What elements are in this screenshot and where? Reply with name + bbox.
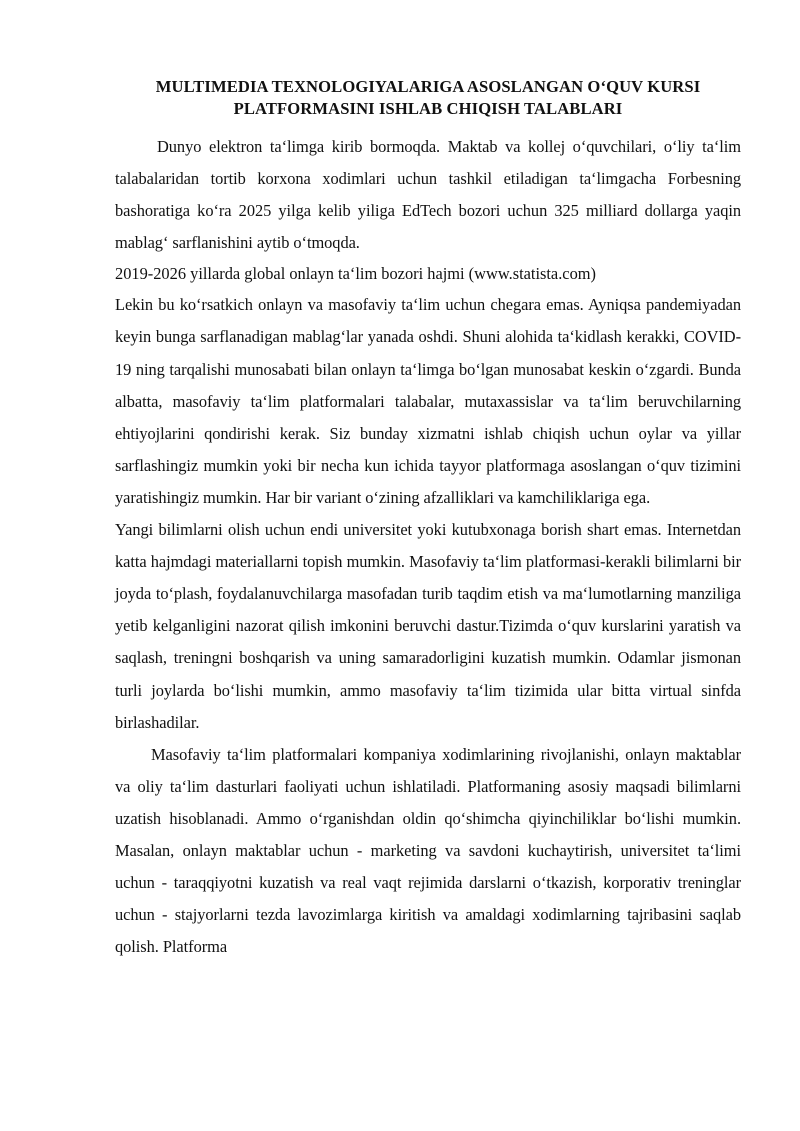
title-line-1: MULTIMEDIA TEXNOLOGIYALARIGA ASOSLANGAN O‘QUV KURSI bbox=[155, 77, 701, 96]
figure-caption: 2019-2026 yillarda global onlayn ta‘lim bozori hajmi (www.statista.com) bbox=[115, 264, 596, 284]
title-line-2: PLATFORMASINI ISHLAB CHIQISH TALABLARI bbox=[233, 99, 623, 118]
document-page bbox=[115, 76, 741, 963]
document-title bbox=[115, 76, 741, 120]
paragraph-limits: Lekin bu ko‘rsatkich onlayn va masofaviy ta‘lim uchun chegara emas. Ayniqsa pandemiyadan keyin bunga sarflanadigan mablag‘lar yanada oshdi. Shuni alohida ta‘kidlash kerakki, COVID-19 ning tarqalishi munosabati bilan onlayn ta‘limga bo‘lgan munosabat keskin o‘zgardi. Bunda albatta, masofaviy ta‘lim platformalari talabalar, mutaxassislar va ta‘lim beruvchilarning ehtiyojlarini qondirishi kerak. Siz bunday xizmatni ishlab chiqish uchun oylar va yillar sarflashingiz mumkin yoki bir necha kun ichida tayyor platformaga asoslangan o‘quv tizimini yaratishingiz mumkin. Har bir variant o‘zining afzalliklari va kamchiliklariga ega. bbox=[115, 295, 741, 507]
paragraph-new-knowledge: Yangi bilimlarni olish uchun endi universitet yoki kutubxonaga borish shart emas. Internetdan katta hajmdagi materiallarni topish mumkin. Masofaviy ta‘lim platformasi-kerakli bilimlarni bir joyda to‘plash, foydalanuvchilarga masofadan turib taqdim etish va ma‘lumotlarning manziliga yetib kelganligini nazorat qilish imkonini beruvchi dastur.Tizimda o‘quv kurslarini yaratish va saqlash, treningni boshqarish va uning samaradorligini kuzatish mumkin. Odamlar jismonan turli joylarda bo‘lishi mumkin, ammo masofaviy ta‘lim tizimida ular bitta virtual sinfda birlashadilar. bbox=[115, 520, 741, 732]
paragraph-platform-usage: Masofaviy ta‘lim platformalari kompaniya xodimlarining rivojlanishi, onlayn maktablar va oliy ta‘lim dasturlari faoliyati uchun ishlatiladi. Platformaning asosiy maqsadi bilimlarni uzatish hisoblanadi. Ammo o‘rganishdan oldin qo‘shimcha qiyinchiliklar bo‘lishi mumkin. Masalan, onlayn maktablar uchun - marketing va savdoni kuchaytirish, universitet ta‘limi uchun - taraqqiyotni kuzatish va real vaqt rejimida darslarni o‘tkazish, korporativ treninglar uchun - stajyorlarni tezda lavozimlarga kiritish va amaldagi xodimlarning tajribasini saqlab qolish. Platforma bbox=[115, 744, 741, 957]
paragraph-intro: Dunyo elektron ta‘limga kirib bormoqda. Maktab va kollej o‘quvchilari, o‘liy ta‘lim talabalaridan tortib korxona xodimlari uchun tashkil etiladigan ta‘limgacha Forbesning bashoratiga ko‘ra 2025 yilga kelib yiliga EdTech bozori uchun 325 milliard dollarga yaqin mablag‘ sarflanishini aytib o‘tmoqda. bbox=[115, 137, 741, 253]
